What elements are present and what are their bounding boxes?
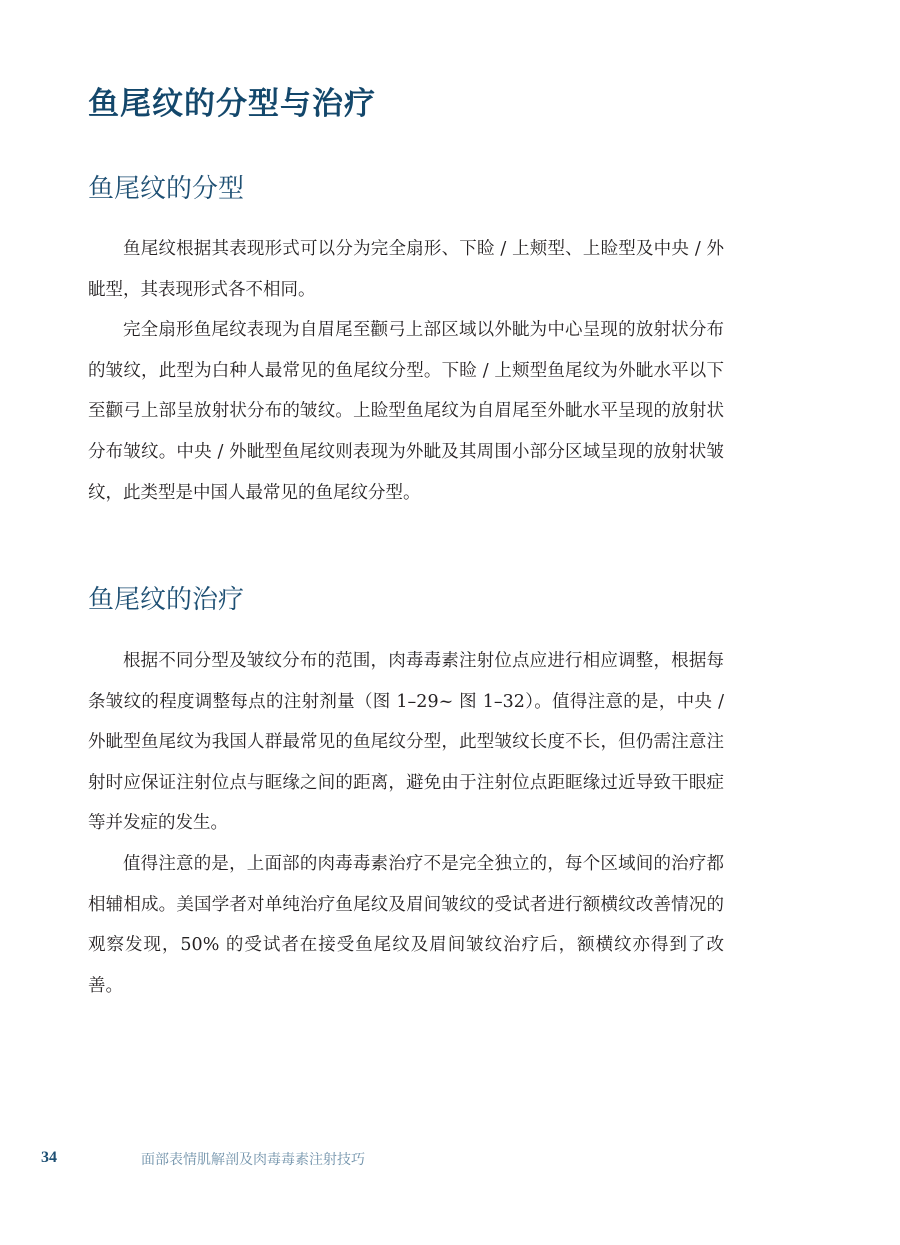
section-body-classification	[88, 229, 724, 513]
section-heading-treatment: 鱼尾纹的治疗	[88, 585, 245, 615]
paragraph: 根据不同分型及皱纹分布的范围，肉毒毒素注射位点应进行相应调整，根据每条皱纹的程度调整每点的注射剂量（图 1–29~ 图 1–32）。值得注意的是，中央 / 外眦型鱼尾纹为我国人群最常见的鱼尾纹分型，此型皱纹长度不长，但仍需注意注射时应保证注射位点与眶缘之间的距离，避免由于注射位点距眶缘过近导致干眼症等并发症的发生。	[88, 651, 724, 834]
section-heading-classification: 鱼尾纹的分型	[88, 174, 245, 204]
paragraph: 值得注意的是，上面部的肉毒毒素治疗不是完全独立的，每个区域间的治疗都相辅相成。美国学者对单纯治疗鱼尾纹及眉间皱纹的受试者进行额横纹改善情况的观察发现，50% 的受试者在接受鱼尾纹及眉间皱纹治疗后，额横纹亦得到了改善。	[88, 853, 724, 996]
paragraph: 鱼尾纹根据其表现形式可以分为完全扇形、下睑 / 上颊型、上睑型及中央 / 外眦型，其表现形式各不相同。	[88, 239, 724, 300]
running-book-title: 面部表情肌解剖及肉毒毒素注射技巧	[141, 1152, 365, 1168]
section-body-treatment	[88, 641, 724, 1006]
page-number: 34	[41, 1149, 57, 1166]
page-footer	[41, 1147, 861, 1171]
page-title: 鱼尾纹的分型与治疗	[88, 86, 376, 122]
paragraph: 完全扇形鱼尾纹表现为自眉尾至颧弓上部区域以外眦为中心呈现的放射状分布的皱纹，此型为白种人最常见的鱼尾纹分型。下睑 / 上颊型鱼尾纹为外眦水平以下至颧弓上部呈放射状分布的皱纹。上睑型鱼尾纹为自眉尾至外眦水平呈现的放射状分布皱纹。中央 / 外眦型鱼尾纹则表现为外眦及其周围小部分区域呈现的放射状皱纹，此类型是中国人最常见的鱼尾纹分型。	[88, 320, 724, 503]
